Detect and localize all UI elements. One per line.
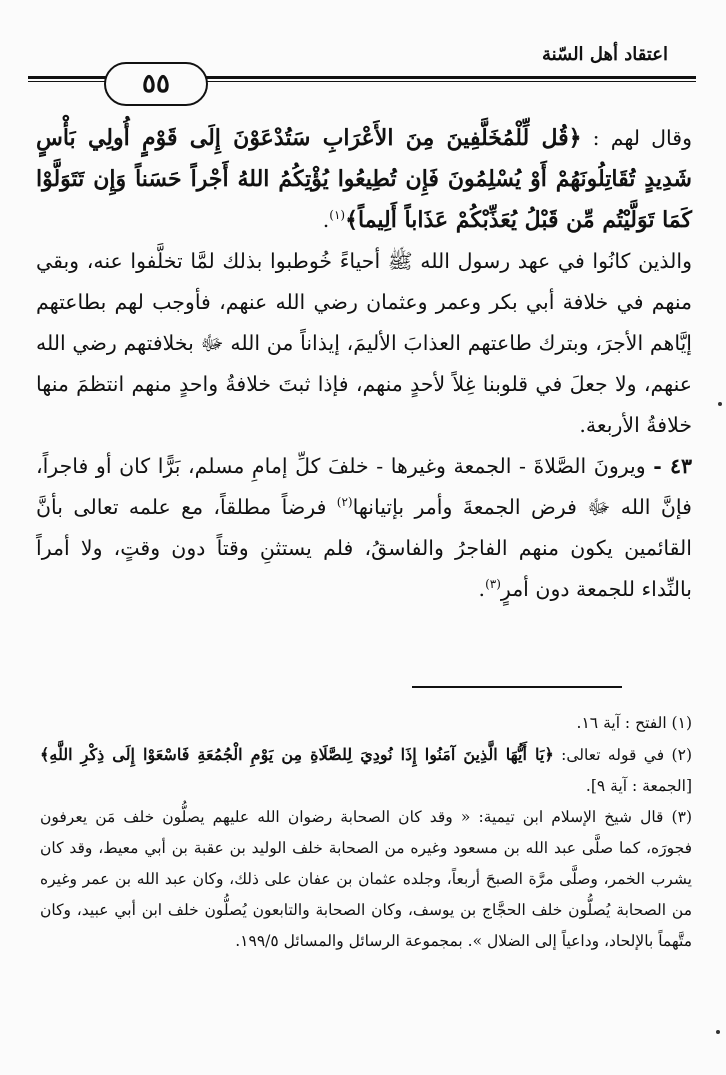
footnote-2-ref: [الجمعة : آية ٩]. [585, 777, 692, 795]
footnote-ref-2: (٢) [336, 495, 353, 510]
footnote-2 [40, 739, 692, 802]
footnote-1: (١) الفتح : آية ١٦. [576, 714, 692, 732]
footnote-ref-1: (١) [329, 208, 346, 223]
page-number: ٥٥ [104, 62, 208, 106]
paragraph-43-part2: فرضاً مطلقاً، مع علمه تعالى بأنَّ القائمين يكون منهم الفاجرُ والفاسقُ، فلم يستثنِ وقتاً دون وقتٍ، ولا أمراً بالنِّداء للجمعة دون أمرٍ [36, 495, 692, 601]
footnote-3: (٣) قال شيخ الإسلام ابن تيمية: « وقد كان الصحابة رضوان الله عليهم يصلُّون خلف مَن يعرفون فجورَه، كما صلَّى عبد الله بن مسعود وغيره من الصحابة خلف الوليد بن عقبة بن أبي معيط، وقد كان يشرب الخمر، وصلَّى مرَّة الصبحَ أربعاً، وجلده عثمان بن عفان على ذلك، وكان عبد الله بن عمر وغيره من الصحابة يُصلُّون خلف الحجَّاج بن يوسف، وكان الصحابة والتابعون يُصلُّون خلف ابن أبي عبيد، وكان متَّهماً بالإلحاد، وداعياً إلى الضلال ». بمجموعة الرسائل والمسائل ١٩٩/٥. [40, 808, 692, 950]
footnote-2-quran: ﴿يَا أَيُّهَا الَّذِينَ آمَنُوا إِذَا نُودِيَ لِلصَّلَاةِ مِن يَوْمِ الْجُمُعَةِ فَاسْعَوْا إِلَى ذِكْرِ اللَّهِ﴾ [40, 745, 554, 764]
paragraph-43-end: . [478, 577, 486, 601]
footnote-separator [412, 686, 622, 688]
paragraph-43 [36, 446, 692, 610]
paragraph-caliphate: والذين كانُوا في عهد رسول الله ﷺ أحياءً خُوطبوا بذلك لمَّا تخلَّفوا عنه، وبقي منهم في خلافة أبي بكر وعمر وعثمان رضي الله عنهم، فأوجب لهم بطاعتهم إيَّاهم الأجرَ، وبترك طاعتهم العذابَ الأليمَ، إيذاناً من الله ﷻ بخلافتهم رضي الله عنهم، ولا جعلَ في قلوبنا غِلاً لأحدٍ منهم، فإذا ثبتَ خلافةُ واحدٍ منهم انتظمَ منها خلافةُ الأربعة. [36, 249, 692, 437]
paragraph-43-part1: ويرونَ الصَّلاةَ - الجمعة وغيرها - خلفَ كلِّ إمامِ مسلم، بَرًّا كان أو فاجراً، فإنَّ الله ﷻ فرض الجمعةَ وأمر بإتيانها [36, 454, 692, 519]
footnotes [40, 708, 692, 957]
footnote-ref-3: (٣) [485, 577, 501, 592]
item-number: ٤٣ - [653, 454, 692, 478]
paragraph-quran-citation [36, 118, 692, 241]
quran-verse: ﴿قُل لِّلْمُخَلَّفِينَ مِنَ الأَعْرَابِ سَتُدْعَوْنَ إِلَى قَوْمٍ أُولِي بَأْسٍ شَدِيدٍ تُقَاتِلُونَهُمْ أَوْ يُسْلِمُونَ فَإِن تُطِيعُوا يُؤْتِكُمُ اللهُ أَجْراً حَسَناً وَإِن تَتَوَلَّوْا كَمَا تَوَلَّيْتُم مِّن قَبْلُ يُعَذِّبْكُمْ عَذَاباً أَلِيماً﴾ [36, 125, 692, 233]
main-text [36, 118, 692, 610]
running-header-title: اعتقاد أهل السّنة [541, 44, 668, 65]
margin-speck [718, 402, 722, 406]
footnote-2-intro: (٢) في قوله تعالى: [553, 746, 692, 764]
margin-speck [716, 1030, 720, 1034]
paragraph-intro: وقال لهم : [581, 126, 692, 150]
paragraph-end: . [322, 208, 330, 232]
